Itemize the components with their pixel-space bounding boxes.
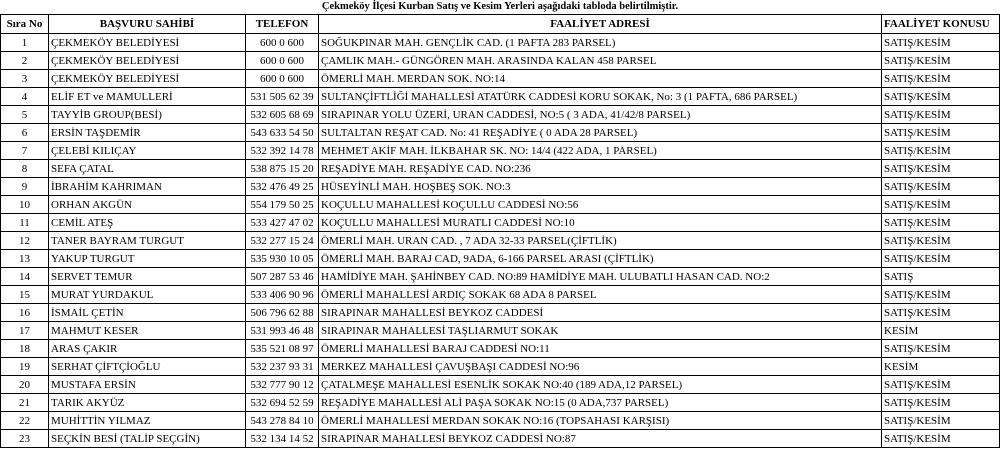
activity-type: SATIŞ/KESİM (882, 70, 1000, 88)
activity-address: KOÇULLU MAHALLESİ MURATLI CADDESİ NO:10 (319, 214, 882, 232)
table-row (1, 160, 1000, 178)
phone-number: 554 179 50 25 (246, 196, 319, 214)
phone-number: 532 476 49 25 (246, 178, 319, 196)
applicant-name: ELİF ET ve MAMULLERİ (49, 88, 246, 106)
applicant-name: MURAT YURDAKUL (49, 286, 246, 304)
phone-number: 600 0 600 (246, 70, 319, 88)
table-row (1, 214, 1000, 232)
table-row (1, 178, 1000, 196)
table-header (1, 15, 1000, 34)
phone-number: 532 605 68 69 (246, 106, 319, 124)
activity-type: SATIŞ/KESİM (882, 142, 1000, 160)
applicant-name: ERSİN TAŞDEMİR (49, 124, 246, 142)
phone-number: 543 633 54 50 (246, 124, 319, 142)
applicant-name: MAHMUT KESER (49, 322, 246, 340)
activity-address: ÇATALMEŞE MAHALLESİ ESENLİK SOKAK NO:40 (189 ADA,12 PARSEL) (319, 376, 882, 394)
row-number: 12 (1, 232, 49, 250)
row-number: 20 (1, 376, 49, 394)
row-number: 10 (1, 196, 49, 214)
activity-address: ÖMERLİ MAHALLESİ ARDIÇ SOKAK 68 ADA 8 PARSEL (319, 286, 882, 304)
activity-type: SATIŞ/KESİM (882, 412, 1000, 430)
row-number: 13 (1, 250, 49, 268)
applicant-name: SEÇKİN BESİ (TALİP SEÇGİN) (49, 430, 246, 448)
activity-address: HÜSEYİNLİ MAH. HOŞBEŞ SOK. NO:3 (319, 178, 882, 196)
activity-type: SATIŞ/KESİM (882, 124, 1000, 142)
phone-number: 600 0 600 (246, 52, 319, 70)
table-row (1, 340, 1000, 358)
activity-address: REŞADİYE MAHALLESİ ALİ PAŞA SOKAK NO:15 (0 ADA,737 PARSEL) (319, 394, 882, 412)
header-row (1, 15, 1000, 34)
activity-address: SIRAPINAR MAHALLESİ TAŞLIARMUT SOKAK (319, 322, 882, 340)
activity-address: SOĞUKPINAR MAH. GENÇLİK CAD. (1 PAFTA 283 PARSEL) (319, 34, 882, 52)
applicant-name: MUSTAFA ERSİN (49, 376, 246, 394)
applicant-name: YAKUP TURGUT (49, 250, 246, 268)
table-row (1, 124, 1000, 142)
phone-number: 538 875 15 20 (246, 160, 319, 178)
phone-number: 532 392 14 78 (246, 142, 319, 160)
phone-number: 506 796 62 88 (246, 304, 319, 322)
activity-address: ÖMERLİ MAHALLESİ BARAJ CADDESİ NO:11 (319, 340, 882, 358)
activity-address: ÖMERLİ MAH. BARAJ CAD, 9ADA, 6-166 PARSEL ARASI (ÇİFTLİK) (319, 250, 882, 268)
phone-number: 532 237 93 31 (246, 358, 319, 376)
row-number: 11 (1, 214, 49, 232)
phone-number: 531 993 46 48 (246, 322, 319, 340)
activity-type: KESİM (882, 358, 1000, 376)
table-row (1, 52, 1000, 70)
phone-number: 531 505 62 39 (246, 88, 319, 106)
sales-locations-table (0, 14, 1000, 448)
applicant-name: ÇEKMEKÖY BELEDİYESİ (49, 52, 246, 70)
row-number: 19 (1, 358, 49, 376)
activity-address: HAMİDİYE MAH. ŞAHİNBEY CAD. NO:89 HAMİDİYE MAH. ULUBATLI HASAN CAD. NO:2 (319, 268, 882, 286)
applicant-name: TANER BAYRAM TURGUT (49, 232, 246, 250)
applicant-name: ARAS ÇAKIR (49, 340, 246, 358)
activity-type: SATIŞ/KESİM (882, 214, 1000, 232)
applicant-name: İSMAİL ÇETİN (49, 304, 246, 322)
activity-address: REŞADİYE MAH. REŞADİYE CAD. NO:236 (319, 160, 882, 178)
activity-type: SATIŞ/KESİM (882, 376, 1000, 394)
row-number: 22 (1, 412, 49, 430)
activity-type: SATIŞ/KESİM (882, 286, 1000, 304)
table-row (1, 250, 1000, 268)
table-row (1, 70, 1000, 88)
column-header-phone: TELEFON (246, 15, 319, 34)
table-row (1, 268, 1000, 286)
applicant-name: CEMİL ATEŞ (49, 214, 246, 232)
activity-address: KOÇULLU MAHALLESİ KOÇULLU CADDESİ NO:56 (319, 196, 882, 214)
activity-type: SATIŞ/KESİM (882, 394, 1000, 412)
activity-type: SATIŞ/KESİM (882, 196, 1000, 214)
table-row (1, 286, 1000, 304)
table-row (1, 196, 1000, 214)
activity-type: SATIŞ/KESİM (882, 52, 1000, 70)
activity-type: SATIŞ/KESİM (882, 340, 1000, 358)
activity-address: ÖMERLİ MAHALLESİ MERDAN SOKAK NO:16 (TOPSAHASI KARŞISI) (319, 412, 882, 430)
applicant-name: SERVET TEMUR (49, 268, 246, 286)
activity-address: SIRAPINAR YOLU ÜZERİ, URAN CADDESİ, NO:5 ( 3 ADA, 41/42/8 PARSEL) (319, 106, 882, 124)
phone-number: 532 777 90 12 (246, 376, 319, 394)
phone-number: 532 277 15 24 (246, 232, 319, 250)
activity-address: ÖMERLİ MAH. URAN CAD. , 7 ADA 32-33 PARSEL(ÇİFTLİK) (319, 232, 882, 250)
activity-type: SATIŞ/KESİM (882, 304, 1000, 322)
activity-type: SATIŞ/KESİM (882, 430, 1000, 448)
applicant-name: ÇEKMEKÖY BELEDİYESİ (49, 34, 246, 52)
row-number: 16 (1, 304, 49, 322)
table-row (1, 304, 1000, 322)
table-row (1, 394, 1000, 412)
row-number: 17 (1, 322, 49, 340)
activity-type: SATIŞ/KESİM (882, 250, 1000, 268)
phone-number: 532 134 14 52 (246, 430, 319, 448)
row-number: 4 (1, 88, 49, 106)
row-number: 14 (1, 268, 49, 286)
row-number: 5 (1, 106, 49, 124)
table-row (1, 376, 1000, 394)
table-row (1, 88, 1000, 106)
applicant-name: SERHAT ÇİFTÇİOĞLU (49, 358, 246, 376)
table-row (1, 232, 1000, 250)
activity-address: MEHMET AKİF MAH. İLKBAHAR SK. NO: 14/4 (422 ADA, 1 PARSEL) (319, 142, 882, 160)
column-header-applicant: BAŞVURU SAHİBİ (49, 15, 246, 34)
phone-number: 532 694 52 59 (246, 394, 319, 412)
activity-address: SIRAPINAR MAHALLESİ BEYKOZ CADDESİ (319, 304, 882, 322)
phone-number: 600 0 600 (246, 34, 319, 52)
column-header-address: FAALİYET ADRESİ (319, 15, 882, 34)
applicant-name: TARIK AKYÜZ (49, 394, 246, 412)
row-number: 7 (1, 142, 49, 160)
table-row (1, 322, 1000, 340)
applicant-name: TAYYİB GROUP(BESİ) (49, 106, 246, 124)
activity-address: ÇAMLIK MAH.- GÜNGÖREN MAH. ARASINDA KALAN 458 PARSEL (319, 52, 882, 70)
applicant-name: İBRAHİM KAHRIMAN (49, 178, 246, 196)
table-row (1, 106, 1000, 124)
activity-type: SATIŞ/KESİM (882, 178, 1000, 196)
activity-address: SULTANÇİFTLİĞİ MAHALLESİ ATATÜRK CADDESİ KORU SOKAK, No: 3 (1 PAFTA, 686 PARSEL) (319, 88, 882, 106)
row-number: 6 (1, 124, 49, 142)
activity-type: KESİM (882, 322, 1000, 340)
phone-number: 533 427 47 02 (246, 214, 319, 232)
table-caption: Çekmeköy İlçesi Kurban Satış ve Kesim Yerleri aşağıdaki tabloda belirtilmiştir. (321, 1, 679, 12)
column-header-activity: FAALİYET KONUSU (882, 15, 1000, 34)
row-number: 3 (1, 70, 49, 88)
activity-address: MERKEZ MAHALLESİ ÇAVUŞBAŞI CADDESİ NO:96 (319, 358, 882, 376)
applicant-name: ÇELEBİ KILIÇAY (49, 142, 246, 160)
table-body (1, 34, 1000, 448)
phone-number: 507 287 53 46 (246, 268, 319, 286)
activity-type: SATIŞ/KESİM (882, 232, 1000, 250)
activity-type: SATIŞ/KESİM (882, 34, 1000, 52)
table-row (1, 430, 1000, 448)
applicant-name: SEFA ÇATAL (49, 160, 246, 178)
row-number: 2 (1, 52, 49, 70)
table-row (1, 358, 1000, 376)
phone-number: 535 521 08 97 (246, 340, 319, 358)
phone-number: 535 930 10 05 (246, 250, 319, 268)
activity-address: ÖMERLİ MAH. MERDAN SOK. NO:14 (319, 70, 882, 88)
table-row (1, 34, 1000, 52)
row-number: 1 (1, 34, 49, 52)
row-number: 9 (1, 178, 49, 196)
activity-type: SATIŞ/KESİM (882, 160, 1000, 178)
applicant-name: ÇEKMEKÖY BELEDİYESİ (49, 70, 246, 88)
applicant-name: ORHAN AKGÜN (49, 196, 246, 214)
phone-number: 533 406 90 96 (246, 286, 319, 304)
activity-address: SULTALTAN REŞAT CAD. No: 41 REŞADİYE ( 0 ADA 28 PARSEL) (319, 124, 882, 142)
table-row (1, 142, 1000, 160)
applicant-name: MUHİTTİN YILMAZ (49, 412, 246, 430)
phone-number: 543 278 84 10 (246, 412, 319, 430)
row-number: 15 (1, 286, 49, 304)
activity-type: SATIŞ/KESİM (882, 88, 1000, 106)
row-number: 18 (1, 340, 49, 358)
table-row (1, 412, 1000, 430)
row-number: 21 (1, 394, 49, 412)
activity-type: SATIŞ (882, 268, 1000, 286)
column-header-no: Sıra No (1, 15, 49, 34)
row-number: 23 (1, 430, 49, 448)
activity-type: SATIŞ/KESİM (882, 106, 1000, 124)
activity-address: SIRAPINAR MAHALLESİ BEYKOZ CADDESİ NO:87 (319, 430, 882, 448)
row-number: 8 (1, 160, 49, 178)
